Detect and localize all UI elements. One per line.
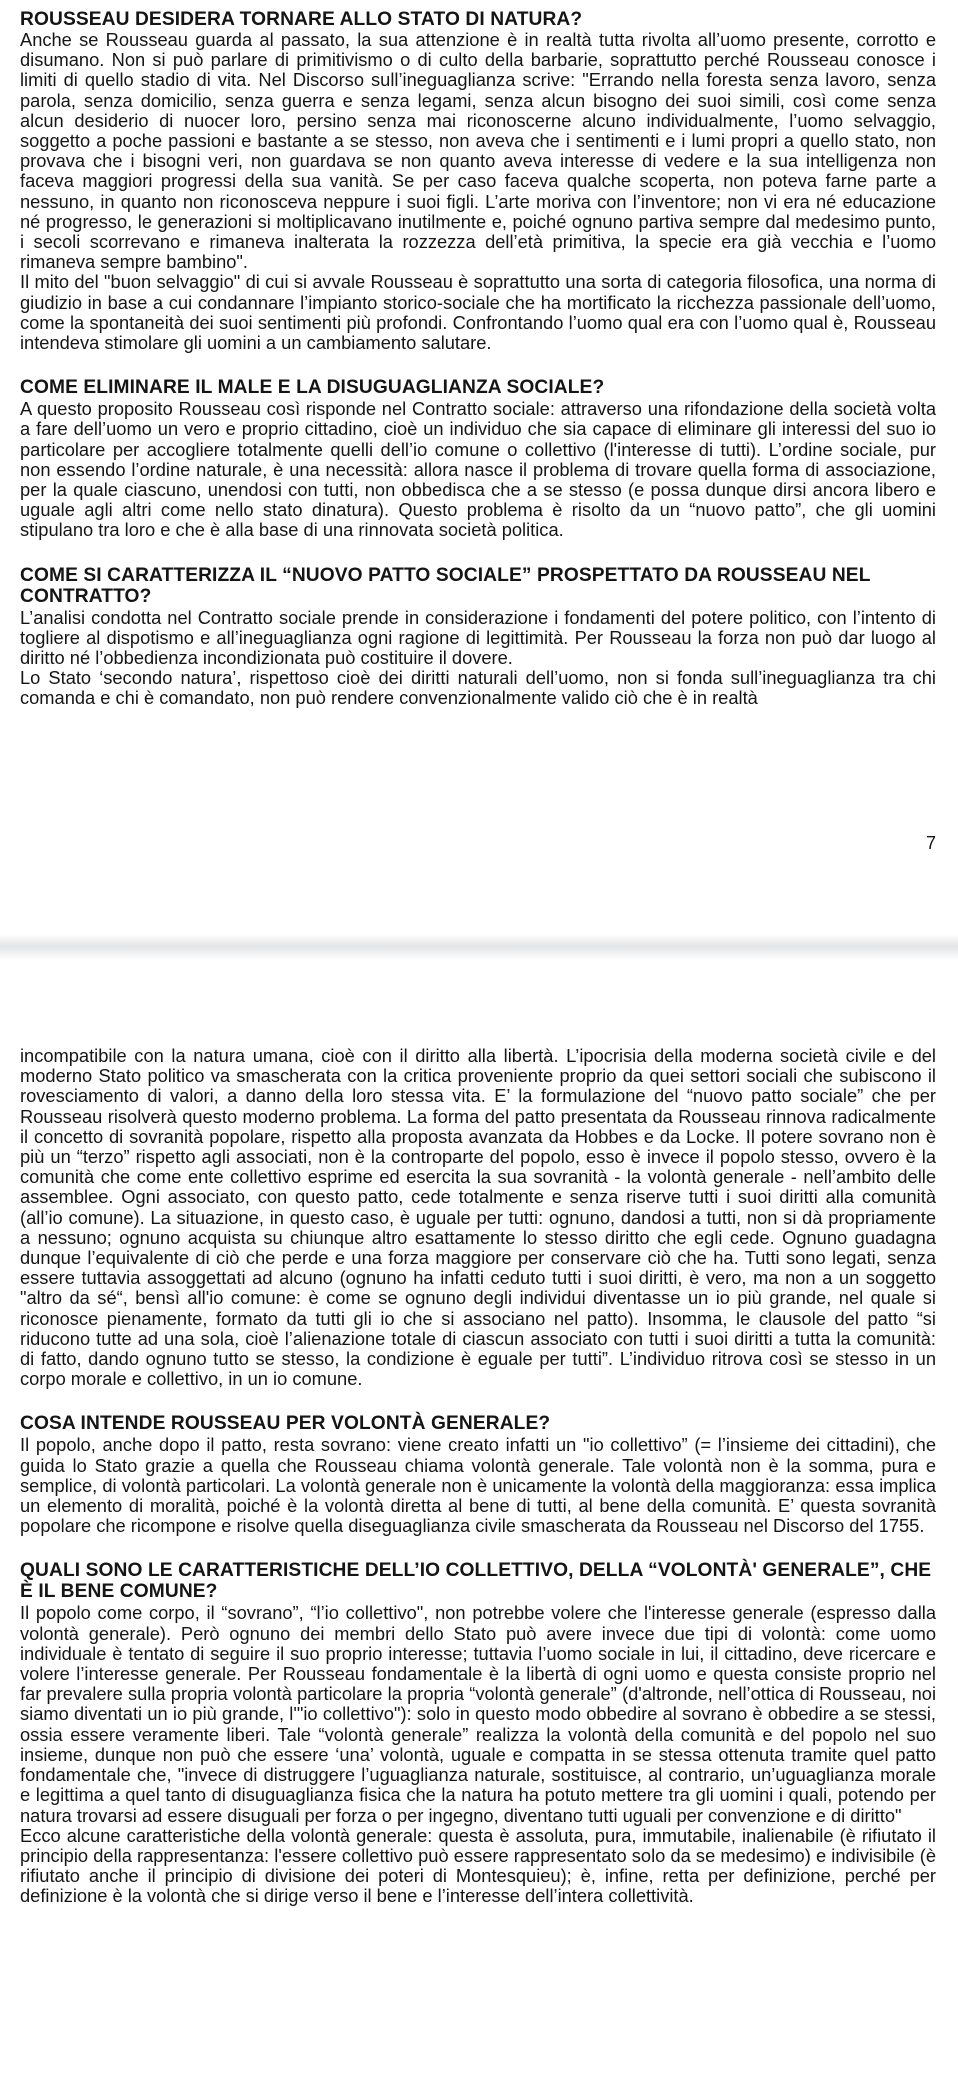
section-state-of-nature [20,9,936,353]
page-separator [0,908,958,1000]
paragraph: A questo proposito Rousseau così risponde nel Contratto sociale: attraverso una rifondazione della società volta a fare dell’uomo un vero e proprio cittadino, cioè un individuo che sia capace di eliminare gli interessi del suo io particolare per accogliere totalmente quelli dell’io comune o collettivo (l'interesse di tutti). L’ordine sociale, pur non essendo l’ordine naturale, è una necessità: allora nasce il problema di trovare quella forma di associazione, per la quale ciascuno, unendosi con tutti, non obbedisca che a se stesso (e possa dunque dirsi ancora libero e uguale agli altri come nello stato dinatura). Questo problema è risolto da un “nuovo patto”, che gli uomini stipulano tra loro e che è alla base di una rinnovata società politica. [20,398,936,541]
document-page-top [0,0,958,908]
paragraph: Lo Stato ‘secondo natura’, rispettoso cioè dei diritti naturali dell’uomo, non si fonda sull’ineguaglianza tra chi comanda e chi è comandato, non può rendere convenzionalmente valido ciò che è in realtà [20,667,936,709]
section-heading: COSA INTENDE ROUSSEAU PER VOLONTÀ GENERALE? [20,1413,551,1435]
paragraph: Il popolo, anche dopo il patto, resta sovrano: viene creato infatti un "io collettivo” (= l’insieme dei cittadini), che guida lo Stato grazie a quella che Rousseau chiama volontà generale. Tale volontà non è la somma, pura e semplice, di volontà particolari. La volontà generale non è unicamente la volontà della maggioranza: essa implica un elemento di moralità, poiché è la volontà diretta al bene di tutti, al bene della comunità. E’ questa sovranità popolare che ricompone e risolve quella diseguaglianza civile smascherata da Rousseau nel Discorso del 1755. [20,1434,936,1537]
page-separator-shade [0,934,958,960]
section-social-inequality [20,377,936,540]
paragraph: Il mito del "buon selvaggio" di cui si avvale Rousseau è soprattutto una sorta di categoria filosofica, una norma di giudizio in base a cui condannare l’impianto storico-sociale che ha mortificato la ricchezza passionale dell’uomo, come la spontaneità dei suoi sentimenti più profondi. Confrontando l’uomo qual era con l’uomo qual è, Rousseau intendeva stimolare gli uomini a un cambiamento salutare. [20,271,936,354]
document-page-bottom [0,1000,958,2091]
paragraph: Anche se Rousseau guarda al passato, la sua attenzione è in realtà tutta rivolta all’uomo presente, corrotto e disumano. Non si può parlare di primitivismo o di culto della barbarie, soprattutto perché Rousseau conosce i limiti di quello stadio di vita. Nel Discorso sull’ineguaglianza scrive: "Errando nella foresta senza lavoro, senza parola, senza domicilio, senza guerra e senza legami, senza alcun bisogno dei suoi simili, così come senza alcun desiderio di nuocer loro, persino senza mai riconoscerne alcuno individualmente, l’uomo selvaggio, soggetto a poche passioni e bastante a se stesso, non aveva che i sentimenti e i lumi propri a quello stato, non provava che i bisogni veri, non guardava se non quanto aveva interesse di vedere e la sua intelligenza non faceva maggiori progressi della sua vanità. Se per caso faceva qualche scoperta, non poteva farne parte a nessuno, in quanto non riconosceva neppure i suoi figli. L’arte moriva con l’inventore; non vi era né educazione né progresso, le generazioni si moltiplicavano inutilmente e, poiché ognuno partiva sempre dal medesimo punto, i secoli scorrevano e rimaneva inalterata la rozzezza dell’età primitiva, la specie era già vecchia e l’uomo rimaneva sempre bambino". [20,29,936,273]
paragraph: L’analisi condotta nel Contratto sociale prende in considerazione i fondamenti del potere politico, con l’intento di togliere al dispotismo e all’ineguaglianza ogni ragione di legittimità. Per Rousseau la forza non può dar luogo al diritto né l’obbedienza incondizionata può costituire il dovere. [20,606,936,669]
section-general-will [20,1413,936,1536]
section-heading: COME SI CARATTERIZZA IL “NUOVO PATTO SOCIALE” PROSPETTATO DA ROUSSEAU NEL CONTRATTO? [20,564,871,607]
section-heading: ROUSSEAU DESIDERA TORNARE ALLO STATO DI NATURA? [20,9,583,30]
section-heading: COME ELIMINARE IL MALE E LA DISUGUAGLIANZA SOCIALE? [20,377,605,399]
paragraph: Il popolo come corpo, il “sovrano”, “l’io collettivo", non potrebbe volere che l'interesse generale (espresso dalla volontà generale). Però ognuno dei membri dello Stato può avere invece due tipi di volontà: come uomo individuale è tentato di seguire il suo proprio interesse; tuttavia l’uomo sociale in lui, il cittadino, deve ricercare e volere l’interesse generale. Per Rousseau fondamentale è la libertà di ogni uomo e questa consiste proprio nel far prevalere sulla propria volontà particolare la propria “volontà generale” (d'altronde, nell’ottica di Rousseau, noi siamo diventati un io più grande, l'"io collettivo"): solo in questo modo obbedire al sovrano è obbedire a se stessi, ossia essere veramente liberi. Tale “volontà generale” realizza la volontà della comunità e del popolo nel suo insieme, dunque non può che essere ‘una’ volontà, uguale e compatta in se stessa ottenuta tramite quel patto fondamentale che, "invece di distruggere l’uguaglianza naturale, sostituisce, al contrario, un’uguaglianza morale e legittima a quel tanto di disuguaglianza fisica che la natura ha potuto mettere tra gli uomini i quali, potendo per natura trovarsi ad essere disuguali per forza o per ingegno, diventano tutti uguali per convenzione e di diritto" [20,1602,936,1826]
page-number: 7 [925,833,936,853]
section-new-social-pact [20,565,936,709]
section-heading: QUALI SONO LE CARATTERISTICHE DELL’IO COLLETTIVO, DELLA “VOLONTÀ' GENERALE”, CHE È IL BENE COMUNE? [20,1560,932,1603]
section-collective-self [20,1560,936,1906]
paragraph: Ecco alcune caratteristiche della volontà generale: questa è assoluta, pura, immutabile, inalienabile (è rifiutato il principio della rappresentanza: l'essere collettivo può essere rappresentato solo da se medesimo) e indivisibile (è rifiutato anche il principio di divisione dei poteri di Montesquieu); è, infine, retta per definizione, perché per definizione è la volontà che si dirige verso il bene e l’interesse dell’intera collettività. [20,1824,936,1907]
paragraph-continuation: incompatibile con la natura umana, cioè con il diritto alla libertà. L’ipocrisia della moderna società civile e del moderno Stato politico va smascherata con la critica proveniente proprio da quei settori sociali che subiscono il rovesciamento di valori, a danno della loro stessa vita. E’ la formulazione del “nuovo patto sociale” che per Rousseau risolverà questo moderno problema. La forma del patto presentata da Rousseau rinnova radicalmente il concetto di sovranità popolare, rispetto alla proposta avanzata da Hobbes e da Locke. Il potere sovrano non è più un “terzo” rispetto agli associati, non è la controparte del popolo, esso è invece il popolo stesso, ovvero è la comunità che come ente collettivo esprime ed esercita la sua sovranità - la volontà generale - nell’ambito delle assemblee. Ogni associato, con questo patto, cede totalmente e senza riserve tutti i suoi diritti alla comunità (all’io comune). La situazione, in questo caso, è uguale per tutti: ognuno, dandosi a tutti, non si dà propriamente a nessuno; ognuno acquista su chiunque altro esattamente lo stesso diritto che egli cede. Ognuno guadagna dunque l’equivalente di ciò che perde e una forza maggiore per conservare ciò che ha. Tutti sono legati, senza essere tuttavia assoggettati ad alcuno (ognuno ha infatti ceduto tutti i suoi diritti, è vero, ma non a un soggetto "altro da sé“, bensì all'io comune: è come se ognuno degli individui diventasse un io più grande, nel quale si riconosce pienamente, formato da tutti gli io che si associano nel patto). Insomma, le clausole del patto “si riducono tutte ad una sola, cioè l’alienazione totale di ciascun associato con tutti i suoi diritti a tutta la comunità: di fatto, dando ognuno tutto se stesso, la condizione è eguale per tutti”. L’individuo ritrova così se stesso in un corpo morale e collettivo, in un io comune. [20,1045,936,1390]
